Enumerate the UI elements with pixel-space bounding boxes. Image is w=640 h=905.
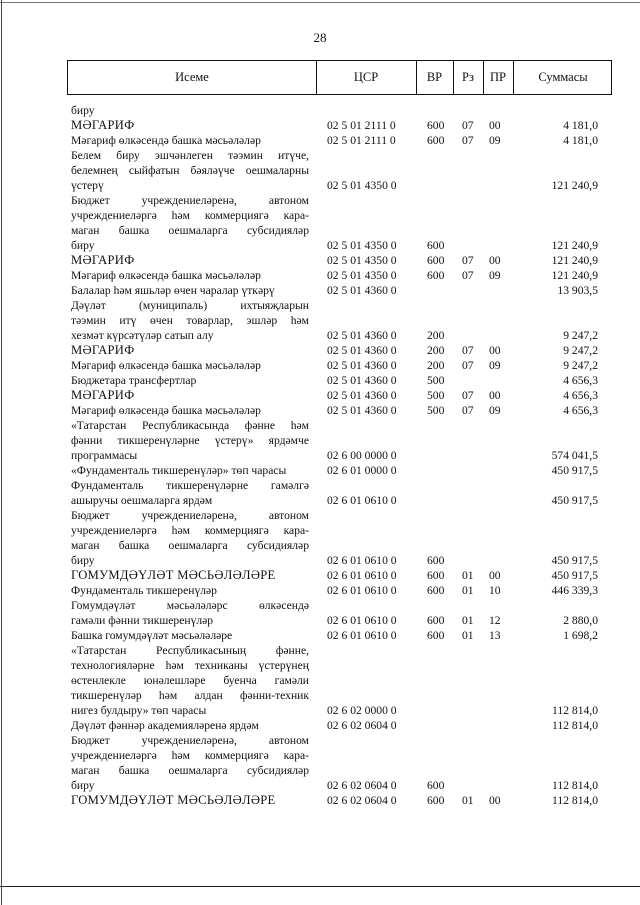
row-name-line: биру [71, 104, 95, 117]
row-name [71, 478, 309, 508]
row-pr: 00 [489, 119, 501, 132]
row-name-line: программасы [71, 449, 138, 462]
row-name-line: Мәгариф өлкәсендә башка мәсьәләләр [71, 404, 261, 417]
header-pr: ПР [490, 70, 506, 84]
row-name-line: Фундаменталь тикшеренүләрне гамәлгә [71, 479, 309, 492]
row-name [71, 418, 309, 463]
row-sum: 450 917,5 [551, 464, 598, 477]
row-name [71, 373, 309, 388]
row-pr: 00 [489, 794, 501, 807]
row-vr: 500 [427, 389, 445, 402]
row-sum: 4 656,3 [563, 374, 598, 387]
row-sum: 9 247,2 [563, 359, 598, 372]
row-csr: 02 5 01 4360 0 [327, 329, 397, 342]
row-sum: 112 814,0 [552, 704, 598, 717]
row-name-line: МӘГАРИФ [71, 388, 135, 402]
row-sum: 112 814,0 [552, 779, 598, 792]
row-vr: 500 [427, 374, 445, 387]
row-rz: 07 [462, 269, 474, 282]
row-csr: 02 6 01 0610 0 [327, 629, 397, 642]
row-sum: 2 880,0 [563, 614, 598, 627]
row-vr: 600 [427, 569, 445, 582]
row-name [71, 643, 309, 718]
row-name [71, 103, 309, 118]
row-name-line: Башка гомумдәүләт мәсьәләләре [71, 629, 233, 642]
row-csr: 02 5 01 2111 0 [327, 134, 396, 147]
row-csr: 02 5 01 4350 0 [327, 269, 397, 282]
row-pr: 00 [489, 344, 501, 357]
row-csr: 02 5 01 4360 0 [327, 404, 397, 417]
row-name-line: Бюджет учреждениеләренә, автоном [71, 734, 309, 747]
row-sum: 121 240,9 [551, 239, 598, 252]
row-pr: 00 [489, 254, 501, 267]
row-name-line: ашыручы оешмаларга ярдәм [71, 494, 213, 507]
row-name [71, 268, 309, 283]
row-name-line: гамәли фәнни тикшеренүләр [71, 614, 214, 627]
row-name-line: үстерү [71, 179, 104, 192]
row-csr: 02 5 01 4360 0 [327, 359, 397, 372]
row-rz: 01 [462, 629, 474, 642]
row-name [71, 598, 309, 628]
row-name-line: ГОМУМДӘҮЛӘТ МӘСЬӘЛӘЛӘРЕ [71, 793, 276, 807]
row-name-line: технологияләрне һәм техниканы үстерүнең [71, 659, 309, 672]
row-pr: 00 [489, 389, 501, 402]
row-pr: 10 [489, 584, 501, 597]
row-csr: 02 5 01 4360 0 [327, 284, 397, 297]
row-name [71, 118, 309, 133]
row-sum: 13 903,5 [557, 284, 598, 297]
row-name-line: Гомумдәүләт мәсьәләләрс өлкәсендә [71, 599, 309, 612]
row-name-line: Белем биру эшчәнлеген тәэмин итүче, [71, 149, 309, 162]
row-name-line: Мәгариф өлкәсендә башка мәсьәләләр [71, 134, 261, 147]
row-name-line: өстенлекле юнәлешләре буенча гамәли [71, 674, 309, 687]
row-name [71, 283, 309, 298]
row-name-line: тикшеренүләр һәм алдан фәнни-техник [71, 689, 309, 702]
row-name [71, 793, 309, 808]
row-name [71, 193, 309, 253]
row-sum: 121 240,9 [551, 254, 598, 267]
row-csr: 02 5 01 4350 0 [327, 239, 397, 252]
row-rz: 07 [462, 254, 474, 267]
row-csr: 02 5 01 4360 0 [327, 344, 397, 357]
row-csr: 02 5 01 4350 0 [327, 179, 397, 192]
row-csr: 02 6 00 0000 0 [327, 449, 397, 462]
row-name-line: МӘГАРИФ [71, 253, 135, 267]
row-name-line: тәэмин итү өчен товарлар, эшләр һәм [71, 314, 309, 327]
row-csr: 02 6 01 0610 0 [327, 494, 397, 507]
row-name [71, 583, 309, 598]
row-name-line: хезмәт күрсәтүләр сатып алу [71, 329, 214, 342]
row-vr: 600 [427, 134, 445, 147]
row-vr: 600 [427, 794, 445, 807]
row-vr: 200 [427, 329, 445, 342]
row-vr: 200 [427, 344, 445, 357]
row-rz: 01 [462, 794, 474, 807]
row-name-line: биру [71, 554, 95, 567]
row-pr: 09 [489, 134, 501, 147]
row-name-line: маган башка оешмаларга субсидияләр [71, 539, 309, 552]
row-pr: 09 [489, 269, 501, 282]
row-vr: 600 [427, 554, 445, 567]
row-name-line: «Фундаменталь тикшеренүләр» төп чарасы [71, 464, 287, 477]
row-csr: 02 6 01 0610 0 [327, 569, 397, 582]
row-name-line: ГОМУМДӘҮЛӘТ МӘСЬӘЛӘЛӘРЕ [71, 568, 276, 582]
row-name [71, 718, 309, 733]
page-number: 28 [313, 30, 327, 45]
header-name: Исеме [175, 70, 209, 84]
row-sum: 446 339,3 [551, 584, 598, 597]
row-name-line: Бюджет учреждениеләренә, автоном [71, 509, 309, 522]
row-name [71, 733, 309, 793]
row-csr: 02 6 01 0610 0 [327, 614, 397, 627]
row-name-line: биру [71, 239, 95, 252]
row-sum: 450 917,5 [551, 554, 598, 567]
row-sum: 9 247,2 [563, 329, 598, 342]
row-pr: 09 [489, 404, 501, 417]
row-name [71, 298, 309, 343]
row-name-line: Дәүләт (муниципаль) ихтыяҗларын [71, 299, 309, 312]
row-pr: 09 [489, 359, 501, 372]
page-top-edge [0, 2, 640, 3]
row-name-line: учреждениеләргә һәм коммерциягә кара- [71, 524, 309, 537]
row-csr: 02 5 01 4360 0 [327, 389, 397, 402]
row-rz: 07 [462, 359, 474, 372]
row-name-line: «Татарстан Республикасының фәнне, [71, 644, 309, 657]
header-csr: ЦСР [353, 70, 379, 84]
row-rz: 01 [462, 569, 474, 582]
row-vr: 600 [427, 614, 445, 627]
row-vr: 600 [427, 584, 445, 597]
row-name-line: Бюджетара трансфертлар [71, 374, 197, 387]
row-name-line: учреждениеләргә һәм коммерциягә кара- [71, 749, 309, 762]
row-csr: 02 6 02 0604 0 [327, 794, 397, 807]
row-vr: 600 [427, 254, 445, 267]
row-name [71, 508, 309, 568]
row-name [71, 628, 309, 643]
row-vr: 600 [427, 779, 445, 792]
row-vr: 600 [427, 119, 445, 132]
row-sum: 4 181,0 [563, 134, 598, 147]
row-vr: 500 [427, 404, 445, 417]
row-name-line: МӘГАРИФ [71, 118, 135, 132]
row-name [71, 133, 309, 148]
row-sum: 121 240,9 [551, 269, 598, 282]
row-vr: 200 [427, 359, 445, 372]
row-csr: 02 5 01 4360 0 [327, 374, 397, 387]
row-sum: 112 814,0 [552, 719, 598, 732]
row-name-line: биру [71, 779, 95, 792]
row-name-line: Мәгариф өлкәсендә башка мәсьәләләр [71, 359, 261, 372]
row-csr: 02 6 02 0000 0 [327, 704, 397, 717]
page-bottom-edge [0, 886, 640, 887]
page-left-edge [1, 0, 2, 905]
row-csr: 02 6 01 0610 0 [327, 584, 397, 597]
row-name [71, 403, 309, 418]
row-csr: 02 5 01 2111 0 [327, 119, 396, 132]
row-pr: 13 [489, 629, 501, 642]
row-name-line: маган башка оешмаларга субсидияләр [71, 224, 309, 237]
row-pr: 00 [489, 569, 501, 582]
row-name-line: фәнни тикшеренүләрне үстерү» ярдәмче [71, 434, 309, 447]
row-vr: 600 [427, 629, 445, 642]
row-name [71, 358, 309, 373]
row-rz: 07 [462, 404, 474, 417]
row-sum: 450 917,5 [551, 494, 598, 507]
row-name-line: Бюджет учреждениеләренә, автоном [71, 194, 309, 207]
row-csr: 02 6 02 0604 0 [327, 719, 397, 732]
row-name-line: Дәүләт фәннәр академияләренә ярдәм [71, 719, 259, 732]
row-sum: 450 917,5 [551, 569, 598, 582]
row-rz: 01 [462, 584, 474, 597]
row-pr: 12 [489, 614, 501, 627]
row-name-line: МӘГАРИФ [71, 343, 135, 357]
row-sum: 1 698,2 [563, 629, 598, 642]
row-name-line: Балалар һәм яшьләр өчен чаралар үткәрү [71, 284, 275, 297]
row-sum: 4 656,3 [563, 389, 598, 402]
row-name [71, 343, 309, 358]
row-sum: 4 181,0 [563, 119, 598, 132]
row-sum: 121 240,9 [551, 179, 598, 192]
row-vr: 600 [427, 239, 445, 252]
row-csr: 02 6 01 0610 0 [327, 554, 397, 567]
row-name [71, 253, 309, 268]
row-sum: 4 656,3 [563, 404, 598, 417]
header-sum: Суммасы [538, 70, 588, 84]
row-vr: 600 [427, 269, 445, 282]
row-sum: 574 041,5 [551, 449, 598, 462]
row-rz: 07 [462, 389, 474, 402]
row-name-line: нигез булдыру» төп чарасы [71, 704, 207, 717]
row-csr: 02 6 02 0604 0 [327, 779, 397, 792]
row-name-line: «Татарстан Республикасында фәнне һәм [71, 419, 309, 432]
row-rz: 07 [462, 134, 474, 147]
row-name [71, 463, 309, 478]
row-name [71, 568, 309, 583]
header-rz: Рз [462, 70, 474, 84]
header-vr: ВР [426, 70, 443, 84]
row-csr: 02 5 01 4350 0 [327, 254, 397, 267]
row-rz: 07 [462, 119, 474, 132]
row-rz: 07 [462, 344, 474, 357]
row-name [71, 388, 309, 403]
row-name-line: маган башка оешмаларга субсидияләр [71, 764, 309, 777]
row-name-line: Мәгариф өлкәсендә башка мәсьәләләр [71, 269, 261, 282]
row-name-line: Фундаменталь тикшеренүләр [71, 584, 217, 597]
row-name-line: учреждениеләргә һәм коммерциягә кара- [71, 209, 309, 222]
row-sum: 112 814,0 [552, 794, 598, 807]
row-sum: 9 247,2 [563, 344, 598, 357]
row-name [71, 148, 309, 193]
row-name-line: белемнең сыйфатын бәяләүче оешмаларны [71, 164, 309, 177]
row-csr: 02 6 01 0000 0 [327, 464, 397, 477]
table-header [67, 60, 612, 95]
row-rz: 01 [462, 614, 474, 627]
